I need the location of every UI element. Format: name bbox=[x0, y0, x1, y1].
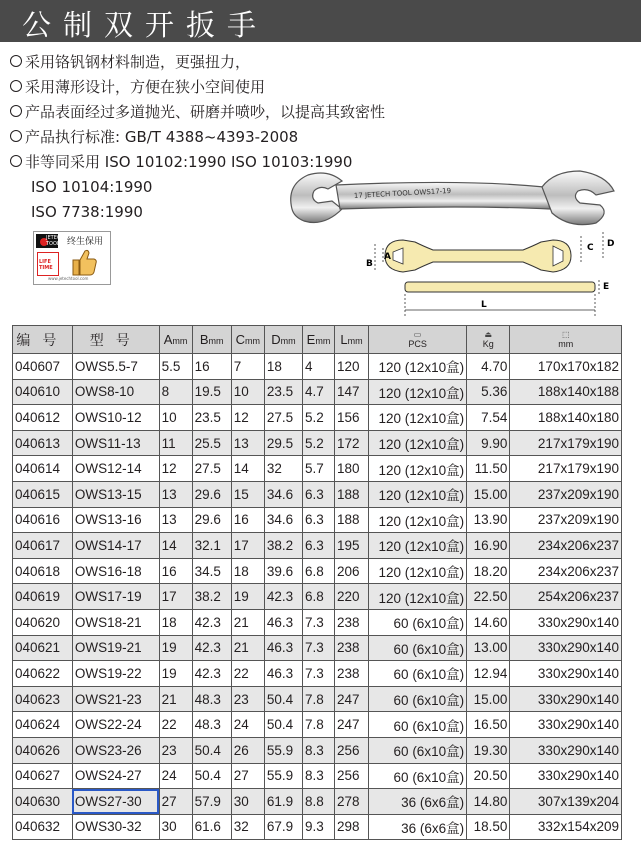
cell-model: OWS24-27 bbox=[72, 763, 159, 789]
cell-e: 8.3 bbox=[303, 763, 335, 789]
cell-model: OWS16-18 bbox=[72, 558, 159, 584]
col-header-code: 编号 bbox=[13, 326, 73, 354]
bullet-circle-icon bbox=[10, 55, 22, 67]
cell-b: 48.3 bbox=[192, 686, 231, 712]
cell-e: 4 bbox=[303, 354, 335, 380]
page-title: 公制双开扳手 bbox=[22, 8, 269, 42]
cell-c: 14 bbox=[231, 456, 264, 482]
svg-text:E: E bbox=[603, 282, 610, 292]
cell-b: 27.5 bbox=[192, 456, 231, 482]
cell-b: 38.2 bbox=[192, 584, 231, 610]
cell-e: 5.7 bbox=[303, 456, 335, 482]
cell-e: 7.3 bbox=[303, 661, 335, 687]
cell-size: 234x206x237 bbox=[510, 533, 622, 559]
cell-model: OWS13-15 bbox=[72, 481, 159, 507]
cell-kg: 11.50 bbox=[467, 456, 510, 482]
table-row bbox=[13, 430, 622, 456]
cell-l: 298 bbox=[334, 814, 368, 840]
feature-item: 产品表面经过多道抛光、研磨并喷吵，以提高其致密性 bbox=[10, 100, 430, 125]
table-row bbox=[13, 558, 622, 584]
cell-e: 9.3 bbox=[303, 814, 335, 840]
bullet-circle-icon bbox=[10, 105, 22, 117]
cell-a: 12 bbox=[159, 456, 192, 482]
cell-model: OWS18-21 bbox=[72, 609, 159, 635]
cell-l: 206 bbox=[334, 558, 368, 584]
cell-model: OWS21-23 bbox=[72, 686, 159, 712]
cell-d: 27.5 bbox=[264, 405, 302, 431]
box-icon: ▭ bbox=[413, 329, 422, 339]
cell-e: 8.8 bbox=[303, 789, 335, 815]
cell-e: 7.8 bbox=[303, 712, 335, 738]
cell-a: 13 bbox=[159, 481, 192, 507]
spec-table bbox=[12, 325, 622, 840]
svg-text:C: C bbox=[587, 243, 594, 253]
cell-model: OWS11-13 bbox=[72, 430, 159, 456]
cell-a: 11 bbox=[159, 430, 192, 456]
svg-text:B: B bbox=[366, 259, 373, 269]
cell-pcs: 60 (6x10盒) bbox=[369, 737, 467, 763]
svg-text:A: A bbox=[384, 252, 391, 262]
thumbs-up-icon bbox=[70, 247, 98, 277]
table-row bbox=[13, 814, 622, 840]
cell-size: 332x154x209 bbox=[510, 814, 622, 840]
cell-c: 18 bbox=[231, 558, 264, 584]
cell-a: 17 bbox=[159, 584, 192, 610]
cell-e: 8.3 bbox=[303, 737, 335, 763]
cell-pcs: 60 (6x10盒) bbox=[369, 763, 467, 789]
table-row bbox=[13, 379, 622, 405]
cell-code: 040617 bbox=[13, 533, 73, 559]
dimension-diagram bbox=[363, 226, 628, 324]
cell-d: 50.4 bbox=[264, 712, 302, 738]
cell-d: 55.9 bbox=[264, 737, 302, 763]
svg-text:L: L bbox=[481, 300, 487, 310]
wrench-product-photo bbox=[284, 165, 624, 235]
cell-size: 330x290x140 bbox=[510, 712, 622, 738]
cell-e: 7.8 bbox=[303, 686, 335, 712]
cell-l: 238 bbox=[334, 661, 368, 687]
cell-size: 234x206x237 bbox=[510, 558, 622, 584]
cell-size: 188x140x188 bbox=[510, 379, 622, 405]
col-header-pcs: ▭ PCS bbox=[369, 326, 467, 354]
cell-l: 195 bbox=[334, 533, 368, 559]
cell-kg: 14.80 bbox=[467, 789, 510, 815]
cell-e: 6.8 bbox=[303, 558, 335, 584]
cell-a: 22 bbox=[159, 712, 192, 738]
cell-c: 27 bbox=[231, 763, 264, 789]
cell-pcs: 120 (12x10盒) bbox=[369, 533, 467, 559]
cell-a: 8 bbox=[159, 379, 192, 405]
cell-model: OWS19-21 bbox=[72, 635, 159, 661]
cell-pcs: 120 (12x10盒) bbox=[369, 558, 467, 584]
cell-l: 120 bbox=[334, 354, 368, 380]
cell-a: 19 bbox=[159, 635, 192, 661]
feature-item: 采用薄形设计，方便在狭小空间使用 bbox=[10, 75, 430, 100]
badge-url: www.jetechtool.com bbox=[48, 276, 89, 281]
cell-l: 188 bbox=[334, 507, 368, 533]
cell-d: 39.6 bbox=[264, 558, 302, 584]
cell-b: 50.4 bbox=[192, 763, 231, 789]
cell-code: 040612 bbox=[13, 405, 73, 431]
feature-item: 非等同采用 ISO 10102:1990 ISO 10103:1990 bbox=[10, 150, 430, 175]
cell-b: 32.1 bbox=[192, 533, 231, 559]
cell-c: 22 bbox=[231, 661, 264, 687]
cell-d: 34.6 bbox=[264, 481, 302, 507]
table-row bbox=[13, 737, 622, 763]
cell-kg: 13.00 bbox=[467, 635, 510, 661]
cell-kg: 12.94 bbox=[467, 661, 510, 687]
cell-l: 247 bbox=[334, 712, 368, 738]
cell-c: 32 bbox=[231, 814, 264, 840]
cell-code: 040620 bbox=[13, 609, 73, 635]
cell-pcs: 120 (12x10盒) bbox=[369, 481, 467, 507]
cell-a: 5.5 bbox=[159, 354, 192, 380]
weight-icon: ⏏ bbox=[484, 329, 493, 339]
cell-l: 238 bbox=[334, 609, 368, 635]
cell-l: 247 bbox=[334, 686, 368, 712]
cell-l: 238 bbox=[334, 635, 368, 661]
cell-pcs: 120 (12x10盒) bbox=[369, 584, 467, 610]
cell-c: 16 bbox=[231, 507, 264, 533]
cell-kg: 15.00 bbox=[467, 481, 510, 507]
cell-c: 19 bbox=[231, 584, 264, 610]
col-header-l: Lmm bbox=[334, 326, 368, 354]
cell-e: 7.3 bbox=[303, 635, 335, 661]
cell-l: 156 bbox=[334, 405, 368, 431]
standard-line: ISO 7738:1990 bbox=[31, 203, 143, 221]
cell-l: 147 bbox=[334, 379, 368, 405]
table-row bbox=[13, 789, 622, 815]
cell-a: 30 bbox=[159, 814, 192, 840]
cell-size: 330x290x140 bbox=[510, 635, 622, 661]
col-header-b: Bmm bbox=[192, 326, 231, 354]
spec-table-body bbox=[13, 354, 622, 840]
cell-a: 24 bbox=[159, 763, 192, 789]
cell-pcs: 60 (6x10盒) bbox=[369, 609, 467, 635]
cell-a: 14 bbox=[159, 533, 192, 559]
cell-model: OWS12-14 bbox=[72, 456, 159, 482]
cell-d: 23.5 bbox=[264, 379, 302, 405]
col-header-model: 型号 bbox=[72, 326, 159, 354]
cell-model: OWS14-17 bbox=[72, 533, 159, 559]
cell-d: 46.3 bbox=[264, 635, 302, 661]
title-bar bbox=[0, 0, 641, 42]
cell-model: OWS10-12 bbox=[72, 405, 159, 431]
cell-size: 330x290x140 bbox=[510, 686, 622, 712]
cell-pcs: 120 (12x10盒) bbox=[369, 456, 467, 482]
cell-e: 5.2 bbox=[303, 405, 335, 431]
cell-a: 18 bbox=[159, 609, 192, 635]
cell-kg: 19.30 bbox=[467, 737, 510, 763]
cell-code: 040626 bbox=[13, 737, 73, 763]
table-row bbox=[13, 609, 622, 635]
cell-e: 6.8 bbox=[303, 584, 335, 610]
cell-d: 34.6 bbox=[264, 507, 302, 533]
feature-item: 采用铬钒钢材料制造，更强扭力， bbox=[10, 50, 430, 75]
col-header-c: Cmm bbox=[231, 326, 264, 354]
feature-item: 产品执行标准: GB/T 4388~4393-2008 bbox=[10, 125, 430, 150]
cell-size: 330x290x140 bbox=[510, 661, 622, 687]
cell-pcs: 120 (12x10盒) bbox=[369, 379, 467, 405]
cell-code: 040618 bbox=[13, 558, 73, 584]
cell-code: 040630 bbox=[13, 789, 73, 815]
cell-d: 42.3 bbox=[264, 584, 302, 610]
cell-b: 16 bbox=[192, 354, 231, 380]
cell-kg: 14.60 bbox=[467, 609, 510, 635]
cell-model: OWS17-19 bbox=[72, 584, 159, 610]
cell-c: 13 bbox=[231, 430, 264, 456]
cell-kg: 16.50 bbox=[467, 712, 510, 738]
table-header-row bbox=[13, 326, 622, 354]
cell-code: 040613 bbox=[13, 430, 73, 456]
cell-e: 7.3 bbox=[303, 609, 335, 635]
cell-pcs: 60 (6x10盒) bbox=[369, 712, 467, 738]
table-row bbox=[13, 686, 622, 712]
cell-kg: 15.00 bbox=[467, 686, 510, 712]
cell-code: 040607 bbox=[13, 354, 73, 380]
cell-kg: 18.50 bbox=[467, 814, 510, 840]
cell-c: 24 bbox=[231, 712, 264, 738]
cell-b: 34.5 bbox=[192, 558, 231, 584]
cell-b: 42.3 bbox=[192, 661, 231, 687]
cell-e: 6.3 bbox=[303, 533, 335, 559]
cell-size: 237x209x190 bbox=[510, 481, 622, 507]
cell-code: 040622 bbox=[13, 661, 73, 687]
cell-d: 46.3 bbox=[264, 661, 302, 687]
cell-pcs: 36 (6x6盒) bbox=[369, 814, 467, 840]
cell-e: 6.3 bbox=[303, 481, 335, 507]
cell-size: 330x290x140 bbox=[510, 763, 622, 789]
cell-model: OWS13-16 bbox=[72, 507, 159, 533]
cell-c: 21 bbox=[231, 635, 264, 661]
cell-a: 23 bbox=[159, 737, 192, 763]
cell-b: 42.3 bbox=[192, 609, 231, 635]
bullet-circle-icon bbox=[10, 80, 22, 92]
lifetime-warranty-badge bbox=[33, 231, 111, 285]
cell-l: 256 bbox=[334, 763, 368, 789]
cell-kg: 5.36 bbox=[467, 379, 510, 405]
cell-b: 19.5 bbox=[192, 379, 231, 405]
cell-d: 50.4 bbox=[264, 686, 302, 712]
cell-a: 13 bbox=[159, 507, 192, 533]
cell-c: 15 bbox=[231, 481, 264, 507]
cell-c: 12 bbox=[231, 405, 264, 431]
cell-c: 7 bbox=[231, 354, 264, 380]
cell-code: 040632 bbox=[13, 814, 73, 840]
cell-d: 67.9 bbox=[264, 814, 302, 840]
col-header-e: Emm bbox=[303, 326, 335, 354]
col-header-size: ⬚ mm bbox=[510, 326, 622, 354]
table-row bbox=[13, 584, 622, 610]
cell-size: 170x170x182 bbox=[510, 354, 622, 380]
svg-text:17 JETECH TOOL OWS17-19: 17 JETECH TOOL OWS17-19 bbox=[353, 186, 452, 200]
cell-kg: 9.90 bbox=[467, 430, 510, 456]
cell-a: 10 bbox=[159, 405, 192, 431]
cell-size: 237x209x190 bbox=[510, 507, 622, 533]
table-row bbox=[13, 661, 622, 687]
cell-model[interactable]: OWS27-30 bbox=[72, 789, 159, 815]
cell-kg: 13.90 bbox=[467, 507, 510, 533]
cell-kg: 18.20 bbox=[467, 558, 510, 584]
cell-b: 29.6 bbox=[192, 507, 231, 533]
cell-kg: 16.90 bbox=[467, 533, 510, 559]
cell-model: OWS23-26 bbox=[72, 737, 159, 763]
cell-model: OWS19-22 bbox=[72, 661, 159, 687]
cell-b: 42.3 bbox=[192, 635, 231, 661]
svg-text:D: D bbox=[607, 239, 615, 249]
cell-code: 040623 bbox=[13, 686, 73, 712]
cell-a: 21 bbox=[159, 686, 192, 712]
standard-line: ISO 10104:1990 bbox=[31, 178, 153, 196]
cell-code: 040621 bbox=[13, 635, 73, 661]
table-row bbox=[13, 507, 622, 533]
bullet-circle-icon bbox=[10, 130, 22, 142]
cell-size: 217x179x190 bbox=[510, 430, 622, 456]
cell-code: 040610 bbox=[13, 379, 73, 405]
table-row bbox=[13, 354, 622, 380]
cell-c: 23 bbox=[231, 686, 264, 712]
cell-l: 256 bbox=[334, 737, 368, 763]
cell-size: 307x139x204 bbox=[510, 789, 622, 815]
cell-code: 040619 bbox=[13, 584, 73, 610]
cell-code: 040614 bbox=[13, 456, 73, 482]
cell-b: 23.5 bbox=[192, 405, 231, 431]
cell-pcs: 120 (12x10盒) bbox=[369, 405, 467, 431]
cell-a: 19 bbox=[159, 661, 192, 687]
col-header-a: Amm bbox=[159, 326, 192, 354]
cell-c: 30 bbox=[231, 789, 264, 815]
cell-c: 10 bbox=[231, 379, 264, 405]
cell-code: 040615 bbox=[13, 481, 73, 507]
cell-d: 18 bbox=[264, 354, 302, 380]
cell-d: 32 bbox=[264, 456, 302, 482]
cell-pcs: 60 (6x10盒) bbox=[369, 686, 467, 712]
table-row bbox=[13, 635, 622, 661]
col-header-d: Dmm bbox=[264, 326, 302, 354]
cell-pcs: 120 (12x10盒) bbox=[369, 354, 467, 380]
cell-pcs: 120 (12x10盒) bbox=[369, 430, 467, 456]
cell-size: 188x140x180 bbox=[510, 405, 622, 431]
cell-d: 61.9 bbox=[264, 789, 302, 815]
cell-a: 16 bbox=[159, 558, 192, 584]
cell-pcs: 120 (12x10盒) bbox=[369, 507, 467, 533]
table-row bbox=[13, 763, 622, 789]
warranty-label: 终生保用 bbox=[67, 237, 104, 247]
cell-size: 254x206x237 bbox=[510, 584, 622, 610]
carton-icon: ⬚ bbox=[561, 329, 570, 339]
cell-code: 040624 bbox=[13, 712, 73, 738]
cell-code: 040616 bbox=[13, 507, 73, 533]
cell-b: 48.3 bbox=[192, 712, 231, 738]
cell-d: 38.2 bbox=[264, 533, 302, 559]
cell-size: 330x290x140 bbox=[510, 737, 622, 763]
cell-pcs: 36 (6x6盒) bbox=[369, 789, 467, 815]
cell-e: 4.7 bbox=[303, 379, 335, 405]
cell-kg: 22.50 bbox=[467, 584, 510, 610]
cell-kg: 4.70 bbox=[467, 354, 510, 380]
cell-model: OWS22-24 bbox=[72, 712, 159, 738]
table-row bbox=[13, 481, 622, 507]
cell-l: 180 bbox=[334, 456, 368, 482]
cell-d: 46.3 bbox=[264, 609, 302, 635]
table-row bbox=[13, 456, 622, 482]
cell-model: OWS30-32 bbox=[72, 814, 159, 840]
cell-b: 25.5 bbox=[192, 430, 231, 456]
table-row bbox=[13, 405, 622, 431]
table-row bbox=[13, 712, 622, 738]
cell-model: OWS5.5-7 bbox=[72, 354, 159, 380]
brand-logo: JETECH TOOL bbox=[36, 234, 58, 248]
cell-c: 26 bbox=[231, 737, 264, 763]
cell-b: 29.6 bbox=[192, 481, 231, 507]
col-header-kg: ⏏ Kg bbox=[467, 326, 510, 354]
cell-model: OWS8-10 bbox=[72, 379, 159, 405]
cell-e: 6.3 bbox=[303, 507, 335, 533]
cell-pcs: 60 (6x10盒) bbox=[369, 635, 467, 661]
cell-l: 278 bbox=[334, 789, 368, 815]
cell-kg: 7.54 bbox=[467, 405, 510, 431]
cell-l: 188 bbox=[334, 481, 368, 507]
cell-code: 040627 bbox=[13, 763, 73, 789]
cell-size: 330x290x140 bbox=[510, 609, 622, 635]
cell-pcs: 60 (6x10盒) bbox=[369, 661, 467, 687]
cell-l: 220 bbox=[334, 584, 368, 610]
lifetime-logo: LIFE TIME bbox=[37, 252, 59, 276]
cell-e: 5.2 bbox=[303, 430, 335, 456]
cell-c: 21 bbox=[231, 609, 264, 635]
cell-b: 50.4 bbox=[192, 737, 231, 763]
cell-size: 217x179x190 bbox=[510, 456, 622, 482]
cell-d: 55.9 bbox=[264, 763, 302, 789]
table-row bbox=[13, 533, 622, 559]
cell-b: 57.9 bbox=[192, 789, 231, 815]
cell-kg: 20.50 bbox=[467, 763, 510, 789]
cell-c: 17 bbox=[231, 533, 264, 559]
bullet-circle-icon bbox=[10, 155, 22, 167]
cell-d: 29.5 bbox=[264, 430, 302, 456]
cell-l: 172 bbox=[334, 430, 368, 456]
cell-a: 27 bbox=[159, 789, 192, 815]
cell-b: 61.6 bbox=[192, 814, 231, 840]
